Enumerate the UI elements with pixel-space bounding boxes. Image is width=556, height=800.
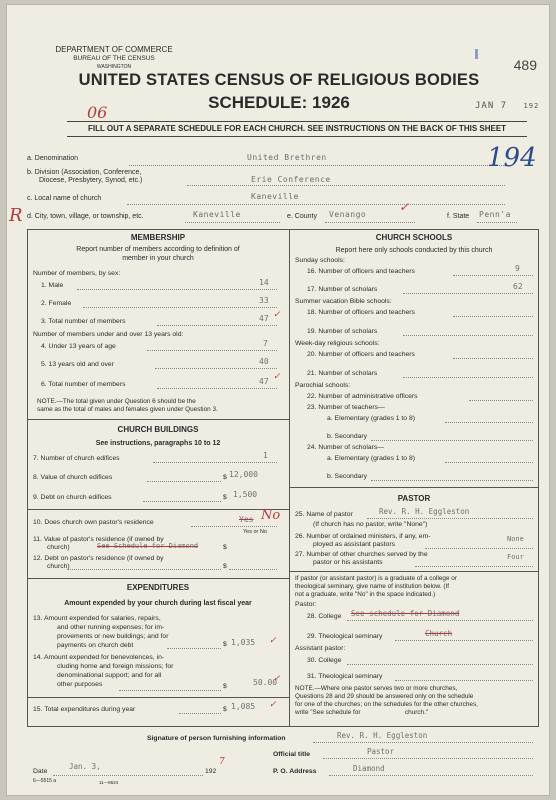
membership-note2: same as the total of males and females given under Question 3. [37,406,218,413]
q6-value: 47 [259,377,269,386]
pastor-title: PASTOR [397,494,431,503]
schools-subtitle: Report here only schools conducted by this church [335,247,493,254]
q10-label: 10. Does church own pastor's residence [33,519,154,526]
q5-value: 40 [259,357,269,366]
stamp-year: 192 [523,102,540,110]
q15-dollar: $ [223,706,227,713]
form-code-2: 11—9624 [99,780,119,785]
official-title-label: Official title [273,751,311,758]
q29-value: Church [425,629,453,638]
pastor-sub-label: Pastor: [295,601,317,608]
q17-value: 62 [513,282,523,291]
q25-value: Rev. R. H. Eggleston [379,507,470,516]
q9-dollar: $ [223,494,227,501]
q13-value: 1,035 [231,638,256,647]
official-title-value: Pastor [367,747,395,756]
dept-line2: BUREAU OF THE CENSUS [73,55,155,62]
census-schedule-sheet [6,4,550,796]
q13-label-3: provements or new buildings; and for [57,633,169,640]
q13-label-1: 13. Amount expended for salaries, repairs, [33,615,161,622]
q30-label: 30. College [307,657,342,664]
graduate-line3: not a graduate, write "No" in the space indicated.) [295,591,436,598]
membership-title: MEMBERSHIP [130,233,186,242]
q31-label: 31. Theological seminary [307,673,383,680]
signature-label: Signature of person furnishing information [147,735,286,742]
q12-label-2: church) [47,563,70,570]
department-header [29,45,199,72]
page-title: UNITED STATES CENSUS OF RELIGIOUS BODIES [78,71,480,89]
q16-value: 9 [515,264,520,273]
denomination-value: United Brethren [247,153,327,162]
instruction-banner: FILL OUT A SEPARATE SCHEDULE FOR EACH CHURCH. SEE INSTRUCTIONS ON THE BACK OF THIS SHEET [67,121,527,137]
q12-label-1: 12. Debt on pastor's residence (if owned by [33,555,164,562]
q24b-label: b. Secondary [327,473,368,480]
division-row [27,169,142,185]
q10-value: Yes [239,515,254,524]
date-value: Jan. 3, [69,762,101,771]
q11-dollar: $ [223,544,227,551]
handwritten-code: 194 [487,143,537,173]
q13-label [33,614,168,650]
q27-value: Four [507,553,524,561]
buildings-title: CHURCH BUILDINGS [117,425,199,434]
q13-label-4: payments on church debt [57,642,134,649]
denomination-label: a. Denomination [27,155,78,162]
q26-label-2: ployed as assistant pastors [313,541,395,548]
local-name-value: Kaneville [251,192,299,201]
county-check-mark: ✓ [399,200,410,214]
q24a-label: a. Elementary (grades 1 to 8) [327,455,416,462]
q24-label: 24. Number of scholars— [307,444,385,451]
division-value: Erie Conference [251,175,331,184]
q15-check-mark: ✓ [269,699,277,709]
denomination-row [27,155,78,162]
membership-sub1: Report number of members according to definition of [76,246,240,253]
q8-value: 12,000 [229,470,258,479]
q11-label-1: 11. Value of pastor's residence (if owned by [33,536,164,543]
city-value: Kaneville [193,210,241,219]
stamp-date: JAN 7 [475,101,508,111]
handwritten-number: 06 [87,103,108,122]
q26-label [295,533,431,549]
q8-dollar: $ [223,474,227,481]
q14-label [33,653,173,689]
summer-heading: Summer vacation Bible schools: [295,298,392,305]
form-code-1: 6—5515 a [33,778,57,784]
pastor-note1: NOTE.—Where one pastor serves two or more churches, [295,685,458,692]
q16-label: 16. Number of officers and teachers [307,268,415,275]
q3-value: 47 [259,314,269,323]
dept-line3: WASHINGTON [96,64,132,70]
q28-value: See schedule for Diamond [351,609,460,618]
q21-label: 21. Number of scholars [307,370,378,377]
q7-label: 7. Number of church edifices [33,455,120,462]
parochial-heading: Parochial schools: [295,382,351,389]
signature-value: Rev. R. H. Eggleston [337,731,428,740]
expenditures-subtitle: Amount expended by your church during last fiscal year [64,600,252,607]
q28-label: 28. College [307,613,342,620]
q26-value: None [507,535,524,543]
local-name-label: c. Local name of church [27,195,102,202]
q27-label [295,551,428,567]
q14-label-2: cluding home and foreign missions; for [57,663,174,670]
q6-label: 6. Total number of members [41,381,126,388]
q12-dollar: $ [223,563,227,570]
q7-value: 1 [263,451,268,460]
membership-note [37,398,287,414]
county-label: e. County [287,213,317,220]
q19-label: 19. Number of scholars [307,328,378,335]
division-label: b. Division (Association, Conference, [27,169,142,176]
q15-label: 15. Total expenditures during year [33,706,136,713]
q18-label: 18. Number of officers and teachers [307,309,415,316]
q23a-label: a. Elementary (grades 1 to 8) [327,415,416,422]
state-label: f. State [447,213,470,220]
date-year-handwritten: 7 [219,757,225,767]
q29-label: 29. Theological seminary [307,633,383,640]
pastor-note2: Questions 28 and 29 should be answered only on the schedule [295,693,474,700]
q6-check-mark: ✓ [273,371,281,381]
q1-label: 1. Male [41,282,64,289]
expenditures-title: EXPENDITURES [126,583,190,592]
local-name-row [27,195,101,202]
q1-value: 14 [259,278,269,287]
q15-value: 1,085 [231,702,256,711]
weekday-heading: Week-day religious schools: [295,340,380,347]
schedule-title: SCHEDULE: 1926 [208,93,350,112]
membership-note1: NOTE.—The total given under Question 6 should be the [37,398,196,405]
q2-label: 2. Female [41,300,72,307]
received-stamp [475,101,539,111]
q23b-label: b. Secondary [327,433,368,440]
q13-check-mark: ✓ [269,635,277,645]
q20-label: 20. Number of officers and teachers [307,351,415,358]
q8-label: 8. Value of church edifices [33,474,113,481]
dept-line1: DEPARTMENT OF COMMERCE [55,45,173,54]
q14-dollar: $ [223,683,227,690]
membership-sub2: member in your church [122,255,194,262]
schools-title: CHURCH SCHOOLS [375,233,453,242]
q3-check-mark: ✓ [273,309,281,319]
q11-value: See Schedule for Diamond [97,542,199,550]
yes-no-hint: Yes or No [243,529,267,535]
pastor-note3: for one of the churches; on the schedules for the other churches, [295,701,478,708]
sunday-heading: Sunday schools: [295,257,345,264]
q27-label-2: pastor or his assistants [313,559,383,566]
q25-label: 25. Name of pastor [295,511,353,518]
division-label-2: Diocese, Presbytery, Synod, etc.) [39,177,143,184]
by-sex-heading: Number of members, by sex: [33,270,121,277]
buildings-subtitle: See instructions, paragraphs 10 to 12 [95,440,221,447]
q14-label-4: other purposes [57,681,103,688]
q4-value: 7 [263,339,268,348]
pastor-note4: write "See schedule for church." [295,709,429,716]
q13-dollar: $ [223,641,227,648]
q10-handwritten: No [261,508,281,523]
county-value: Venango [329,210,367,219]
city-row [27,213,144,220]
membership-subtitle [27,245,289,263]
q14-check-mark: ✓ [273,673,281,683]
blue-mark [475,49,478,59]
q2-value: 33 [259,296,269,305]
state-value: Penn'a [479,210,511,219]
po-address-label: P. O. Address [273,768,317,775]
date-label: Date [33,768,48,775]
graduate-line1: If pastor (or assistant pastor) is a graduate of a college or [295,575,457,582]
assistant-pastor-label: Assistant pastor: [295,645,346,652]
q27-label-1: 27. Number of other churches served by the [295,551,428,558]
q13-label-2: and other running expenses; for im- [57,624,165,631]
q23-label: 23. Number of teachers— [307,404,385,411]
q17-label: 17. Number of scholars [307,286,378,293]
date-year-prefix: 192 [205,768,217,775]
q5-label: 5. 13 years old and over [41,361,114,368]
q14-value: 50.00 [253,678,278,687]
q11-label-2: church) [47,544,70,551]
q25-note: (If church has no pastor, write "None") [313,521,428,528]
po-address-value: Diamond [353,764,385,773]
age-heading: Number of members under and over 13 years old: [33,331,184,338]
handwritten-r-mark: R [9,205,23,226]
pastor-note [295,685,535,717]
q14-label-3: denominational support; and for all [57,672,162,679]
q9-value: 1,500 [233,490,258,499]
graduate-instruction [295,575,535,599]
city-label: d. City, town, village, or township, etc. [27,213,144,220]
q3-label: 3. Total number of members [41,318,126,325]
q26-label-1: 26. Number of ordained ministers, if any, em- [295,533,431,540]
graduate-line2: theological seminary, give name of institution below. (If [295,583,450,590]
q22-label: 22. Number of administrative officers [307,393,418,400]
q9-label: 9. Debt on church edifices [33,494,112,501]
q14-label-1: 14. Amount expended for benevolences, in- [33,654,165,661]
form-number: 489 [513,57,537,73]
q4-label: 4. Under 13 years of age [41,343,116,350]
